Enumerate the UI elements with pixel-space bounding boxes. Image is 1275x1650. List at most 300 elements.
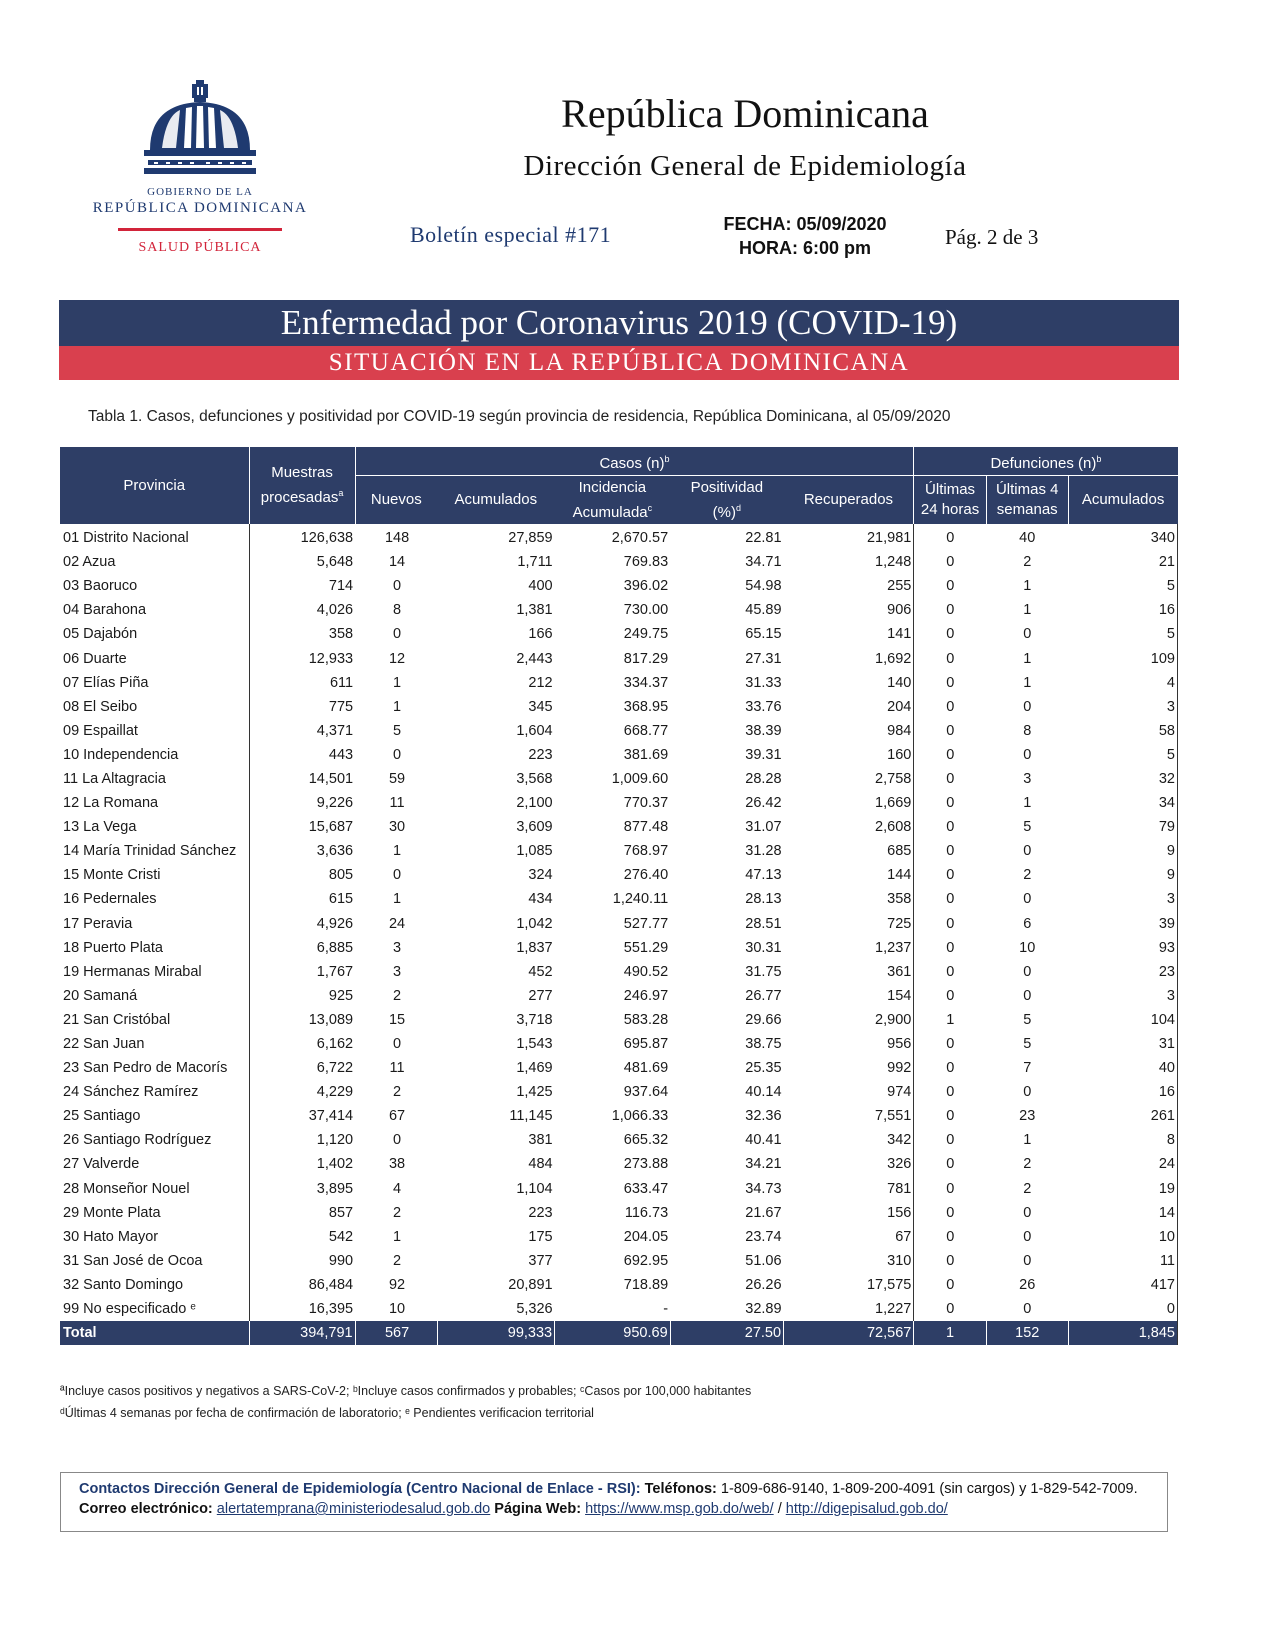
cell-provincia: 31 San José de Ocoa <box>63 1252 203 1269</box>
total-incidencia: 950.69 <box>555 1321 671 1345</box>
cell-provincia: 18 Puerto Plata <box>63 939 163 956</box>
cell-recuperados: 7,551 <box>875 1108 912 1125</box>
cell-positividad: 31.75 <box>745 963 782 980</box>
cell-def-4-semanas: 1 <box>1023 674 1032 691</box>
cell-def-4-semanas: 1 <box>1023 602 1032 619</box>
cell-def-acumulados: 32 <box>1068 767 1177 791</box>
header-positividad-text: (%) <box>712 503 736 521</box>
cell-def-4-semanas: 0 <box>1023 1204 1032 1221</box>
cell-positividad: 39.31 <box>745 746 782 763</box>
cell-muestras: 443 <box>249 743 355 767</box>
cell-incidencia: 1,066.33 <box>611 1108 669 1125</box>
cell-def-acumulados: 5 <box>1068 622 1177 646</box>
cell-recuperados: 204 <box>887 698 912 715</box>
cell-nuevos: 1 <box>393 843 402 860</box>
cell-def-4-semanas: 10 <box>1019 939 1036 956</box>
cell-muestras: 126,638 <box>249 524 355 550</box>
cell-recuperados: 906 <box>887 602 912 619</box>
header-positividad-line1: Positividad <box>690 478 764 496</box>
cell-muestras: 12,933 <box>249 646 355 670</box>
table-row <box>60 984 1178 1008</box>
cell-recuperados: 156 <box>887 1204 912 1221</box>
cell-muestras: 13,089 <box>249 1008 355 1032</box>
cell-recuperados: 310 <box>887 1252 912 1269</box>
page-number: Pág. 2 de 3 <box>945 225 1039 249</box>
cell-incidencia: 633.47 <box>623 1180 669 1197</box>
header-positividad-sup: d <box>736 502 742 513</box>
cell-def-24h: 0 <box>914 1128 986 1152</box>
cell-def-4-semanas: 3 <box>1023 770 1032 787</box>
table-row <box>60 1032 1178 1056</box>
cell-nuevos: 92 <box>388 1276 406 1293</box>
cell-def-24h: 0 <box>914 646 986 670</box>
cell-def-acumulados: 3 <box>1068 984 1177 1008</box>
cell-incidencia: 490.52 <box>623 963 669 980</box>
cell-recuperados: 141 <box>887 626 912 643</box>
cell-muestras: 6,722 <box>249 1056 355 1080</box>
contact-org: Contactos Dirección General de Epidemiología (Centro Nacional de Enlace - RSI): <box>79 1481 641 1497</box>
cell-def-acumulados: 3 <box>1068 695 1177 719</box>
table-row <box>60 1225 1178 1249</box>
cell-def-24h: 0 <box>914 839 986 863</box>
cell-nuevos: 1 <box>393 698 402 715</box>
cell-nuevos: 14 <box>388 554 406 571</box>
cell-recuperados: 1,692 <box>875 650 912 667</box>
cell-nuevos: 0 <box>393 1036 402 1053</box>
total-positividad: 27.50 <box>670 1321 783 1345</box>
header-defunciones-sup: b <box>1096 453 1102 464</box>
cell-def-24h: 0 <box>914 1152 986 1176</box>
cell-incidencia: 204.05 <box>623 1228 669 1245</box>
cell-muestras: 86,484 <box>249 1273 355 1297</box>
cell-provincia: 29 Monte Plata <box>63 1204 161 1221</box>
cell-incidencia: 527.77 <box>623 915 669 932</box>
table-row <box>60 695 1178 719</box>
bulletin-number: Boletín especial #171 <box>410 222 612 247</box>
cell-provincia: 02 Azua <box>63 554 116 571</box>
cell-muestras: 990 <box>249 1249 355 1273</box>
cell-provincia: 03 Baoruco <box>63 578 138 595</box>
cell-def-acumulados: 417 <box>1068 1273 1177 1297</box>
cell-def-4-semanas: 1 <box>1023 1132 1032 1149</box>
cell-def-24h: 0 <box>914 598 986 622</box>
cell-nuevos: 4 <box>393 1180 402 1197</box>
cell-nuevos: 24 <box>388 915 406 932</box>
cell-incidencia: 249.75 <box>623 626 669 643</box>
cell-provincia: 10 Independencia <box>63 746 179 763</box>
country-title: República Dominicana <box>561 91 929 136</box>
cell-positividad: 40.14 <box>745 1084 782 1101</box>
contact-web-label: Página Web: <box>494 1501 582 1517</box>
cell-provincia: 22 San Juan <box>63 1036 145 1053</box>
contact-phones: 1-809-686-9140, 1-809-200-4091 (sin cargos) y 1-829-542-7009. <box>720 1481 1138 1497</box>
table-row <box>60 743 1178 767</box>
cell-muestras: 4,026 <box>249 598 355 622</box>
cell-acumulados: 434 <box>528 891 553 908</box>
table-row <box>60 767 1178 791</box>
cell-def-4-semanas: 0 <box>1023 1084 1032 1101</box>
cell-muestras: 1,120 <box>249 1128 355 1152</box>
cell-def-acumulados: 9 <box>1068 839 1177 863</box>
cell-def-4-semanas: 0 <box>1023 1301 1032 1318</box>
table-row <box>60 912 1178 936</box>
cell-muestras: 775 <box>249 695 355 719</box>
cell-acumulados: 3,609 <box>516 819 553 836</box>
cell-nuevos: 2 <box>393 987 402 1004</box>
cell-recuperados: 67 <box>895 1228 912 1245</box>
cell-def-acumulados: 11 <box>1068 1249 1177 1273</box>
cell-incidencia: 937.64 <box>623 1084 669 1101</box>
cell-muestras: 16,395 <box>249 1297 355 1321</box>
cell-positividad: 31.07 <box>745 819 782 836</box>
header-ult4-line2: semanas <box>996 501 1058 518</box>
cell-positividad: 38.39 <box>745 722 782 739</box>
cell-nuevos: 2 <box>393 1204 402 1221</box>
header-muestras-line1: Muestras <box>271 464 333 481</box>
cell-positividad: 28.51 <box>745 915 782 932</box>
table-row <box>60 1080 1178 1104</box>
cell-provincia: 26 Santiago Rodríguez <box>63 1132 212 1149</box>
header-incidencia-line2 <box>557 498 669 523</box>
total-acumulados: 99,333 <box>437 1321 555 1345</box>
cell-positividad: 29.66 <box>745 1011 782 1028</box>
cell-nuevos: 11 <box>389 795 405 812</box>
cell-recuperados: 956 <box>887 1036 912 1053</box>
cell-def-4-semanas: 0 <box>1023 987 1032 1004</box>
header-provincia: Provincia <box>60 447 249 524</box>
cell-positividad: 54.98 <box>745 578 782 595</box>
header-muestras-sup: a <box>338 488 344 498</box>
cell-provincia: 27 Valverde <box>63 1156 140 1173</box>
cell-incidencia: 817.29 <box>623 650 669 667</box>
cell-incidencia: 246.97 <box>623 987 669 1004</box>
banner-title: Enfermedad por Coronavirus 2019 (COVID-19) <box>59 300 1179 346</box>
cell-def-4-semanas: 5 <box>1023 1011 1032 1028</box>
cell-def-acumulados: 21 <box>1068 550 1177 574</box>
cell-def-4-semanas: 8 <box>1023 722 1032 739</box>
cell-def-24h: 0 <box>914 524 986 550</box>
cell-positividad: 27.31 <box>745 650 782 667</box>
logo-line-salud: SALUD PÚBLICA <box>138 240 262 255</box>
table-row <box>60 1008 1178 1032</box>
cell-def-acumulados: 104 <box>1068 1008 1177 1032</box>
cell-nuevos: 1 <box>393 1228 402 1245</box>
cell-def-4-semanas: 2 <box>1023 1156 1032 1173</box>
cell-incidencia: 551.29 <box>623 939 669 956</box>
cell-nuevos: 2 <box>393 1252 402 1269</box>
cell-acumulados: 11,145 <box>509 1108 553 1125</box>
total-provincia: Total <box>60 1321 249 1345</box>
cell-incidencia: 381.69 <box>623 746 669 763</box>
cell-def-acumulados: 93 <box>1068 936 1177 960</box>
cell-positividad: 40.41 <box>745 1132 782 1149</box>
cell-def-4-semanas: 0 <box>1023 1228 1032 1245</box>
cell-acumulados: 1,837 <box>516 939 553 956</box>
logo-line-republica: REPÚBLICA DOMINICANA <box>92 200 308 216</box>
header-muestras-text: procesadas <box>260 489 339 506</box>
table-caption: Tabla 1. Casos, defunciones y positividad por COVID-19 según provincia de residencia, República Dominicana, al 05/09/2020 <box>88 408 951 425</box>
cell-incidencia: 1,240.11 <box>612 891 669 908</box>
header-ult4-line1: Últimas 4 <box>995 481 1059 498</box>
cell-recuperados: 1,248 <box>875 554 912 571</box>
cell-positividad: 34.21 <box>745 1156 782 1173</box>
table-row <box>60 960 1178 984</box>
cell-positividad: 31.28 <box>745 843 782 860</box>
contact-email-link[interactable]: alertatemprana@ministeriodesalud.gob.do <box>216 1501 491 1517</box>
contact-phones-label: Teléfonos: <box>644 1481 717 1497</box>
cell-muestras: 1,402 <box>249 1152 355 1176</box>
cell-def-24h: 0 <box>914 1297 986 1321</box>
table-row <box>60 550 1178 574</box>
cell-def-24h: 0 <box>914 887 986 911</box>
ministry-logo <box>80 80 320 270</box>
cell-recuperados: 2,758 <box>875 770 912 787</box>
cell-def-24h: 0 <box>914 1249 986 1273</box>
cell-incidencia: 665.32 <box>623 1132 669 1149</box>
cell-positividad: 34.71 <box>745 554 782 571</box>
table-row <box>60 646 1178 670</box>
total-recuperados: 72,567 <box>784 1321 914 1345</box>
cell-provincia: 09 Espaillat <box>63 722 138 739</box>
table-row <box>60 863 1178 887</box>
cell-incidencia: 273.88 <box>623 1156 669 1173</box>
cell-def-4-semanas: 5 <box>1023 819 1032 836</box>
total-def-4-semanas: 152 <box>986 1321 1068 1345</box>
cell-def-4-semanas: 40 <box>1019 530 1036 547</box>
cell-recuperados: 160 <box>887 746 912 763</box>
cell-recuperados: 992 <box>887 1060 912 1077</box>
header-ultimas-4-semanas <box>986 476 1068 525</box>
cell-incidencia: 718.89 <box>623 1276 669 1293</box>
header-incidencia-line1: Incidencia <box>578 478 647 496</box>
cell-muestras: 5,648 <box>249 550 355 574</box>
total-def-24h: 1 <box>914 1321 986 1345</box>
cell-acumulados: 1,085 <box>516 843 553 860</box>
footnote-line2: ᵈÚltimas 4 semanas por fecha de confirmación de laboratorio; ᵉ Pendientes verificacion territorial <box>60 1406 594 1420</box>
cell-nuevos: 59 <box>388 770 406 787</box>
report-date: FECHA: 05/09/2020 <box>723 214 887 234</box>
cell-def-acumulados: 79 <box>1068 815 1177 839</box>
total-def-acumulados: 1,845 <box>1068 1321 1177 1345</box>
cell-def-4-semanas: 5 <box>1023 1036 1032 1053</box>
cell-acumulados: 5,326 <box>516 1301 553 1318</box>
cell-provincia: 04 Barahona <box>63 602 147 619</box>
cell-positividad: 47.13 <box>745 867 782 884</box>
header-def-acumulados: Acumulados <box>1068 476 1177 525</box>
cell-recuperados: 326 <box>887 1156 912 1173</box>
cell-muestras: 1,767 <box>249 960 355 984</box>
cell-positividad: 21.67 <box>745 1204 782 1221</box>
cell-incidencia: 768.97 <box>623 843 669 860</box>
cell-muestras: 14,501 <box>249 767 355 791</box>
header-casos-group <box>355 447 914 476</box>
cell-muestras: 714 <box>249 574 355 598</box>
cell-acumulados: 377 <box>528 1252 553 1269</box>
banner-subtitle: SITUACIÓN EN LA REPÚBLICA DOMINICANA <box>59 346 1179 380</box>
cell-positividad: 25.35 <box>745 1060 782 1077</box>
table-total-row <box>60 1321 1178 1345</box>
cell-acumulados: 27,859 <box>508 530 553 547</box>
cell-def-acumulados: 16 <box>1068 1080 1177 1104</box>
table-row <box>60 1056 1178 1080</box>
contact-link-separator: / <box>777 1501 782 1517</box>
cell-def-4-semanas: 1 <box>1023 795 1032 812</box>
cell-positividad: 23.74 <box>745 1228 782 1245</box>
table-row <box>60 671 1178 695</box>
header-muestras <box>249 447 355 524</box>
cell-def-24h: 0 <box>914 671 986 695</box>
agency-title: Dirección General de Epidemiología <box>523 150 967 182</box>
cell-recuperados: 21,981 <box>866 530 912 547</box>
cell-def-24h: 0 <box>914 574 986 598</box>
cell-acumulados: 1,604 <box>516 722 553 739</box>
cell-def-4-semanas: 2 <box>1023 554 1032 571</box>
cell-def-acumulados: 8 <box>1068 1128 1177 1152</box>
cell-provincia: 20 Samaná <box>63 987 138 1004</box>
cell-provincia: 99 No especificado ᵉ <box>63 1301 196 1318</box>
cell-def-24h: 0 <box>914 960 986 984</box>
cell-incidencia: - <box>663 1301 669 1318</box>
header-incidencia-text: Acumulada <box>572 503 648 521</box>
cell-def-acumulados: 16 <box>1068 598 1177 622</box>
cell-acumulados: 1,543 <box>516 1036 553 1053</box>
cell-recuperados: 342 <box>887 1132 912 1149</box>
cell-muestras: 542 <box>249 1225 355 1249</box>
cell-acumulados: 166 <box>528 626 553 643</box>
cell-incidencia: 2,670.57 <box>611 530 669 547</box>
cell-acumulados: 212 <box>528 674 553 691</box>
cell-positividad: 32.89 <box>745 1301 782 1318</box>
cell-recuperados: 140 <box>887 674 912 691</box>
cell-recuperados: 781 <box>887 1180 912 1197</box>
cell-def-24h: 0 <box>914 1177 986 1201</box>
cell-positividad: 26.77 <box>745 987 782 1004</box>
cell-muestras: 15,687 <box>249 815 355 839</box>
cell-provincia: 30 Hato Mayor <box>63 1228 159 1245</box>
cell-incidencia: 583.28 <box>623 1011 669 1028</box>
cell-incidencia: 481.69 <box>623 1060 669 1077</box>
footnotes <box>60 1380 751 1424</box>
header-incidencia-sup: c <box>647 502 653 513</box>
cell-provincia: 21 San Cristóbal <box>63 1011 171 1028</box>
cell-def-4-semanas: 0 <box>1023 746 1032 763</box>
cell-nuevos: 1 <box>393 674 402 691</box>
cell-acumulados: 381 <box>528 1132 553 1149</box>
cell-recuperados: 17,575 <box>866 1276 912 1293</box>
cell-incidencia: 770.37 <box>623 795 669 812</box>
cell-def-24h: 0 <box>914 767 986 791</box>
cell-nuevos: 15 <box>388 1011 406 1028</box>
cell-incidencia: 692.95 <box>623 1252 669 1269</box>
cell-def-acumulados: 3 <box>1068 887 1177 911</box>
contact-box <box>60 1472 1168 1532</box>
cell-def-acumulados: 23 <box>1068 960 1177 984</box>
cell-recuperados: 725 <box>887 915 912 932</box>
cell-acumulados: 1,104 <box>516 1180 553 1197</box>
header-casos-sup: b <box>664 453 670 464</box>
cell-def-acumulados: 9 <box>1068 863 1177 887</box>
cell-def-24h: 0 <box>914 743 986 767</box>
cell-muestras: 857 <box>249 1201 355 1225</box>
cell-muestras: 37,414 <box>249 1104 355 1128</box>
cell-acumulados: 223 <box>528 746 553 763</box>
cell-def-4-semanas: 0 <box>1023 963 1032 980</box>
cell-positividad: 26.26 <box>745 1276 782 1293</box>
cell-def-4-semanas: 26 <box>1019 1276 1036 1293</box>
cell-acumulados: 3,718 <box>516 1011 553 1028</box>
cell-def-acumulados: 5 <box>1068 574 1177 598</box>
table-body <box>60 524 1178 1345</box>
cell-def-acumulados: 340 <box>1068 524 1177 550</box>
cell-nuevos: 38 <box>388 1156 406 1173</box>
table-row <box>60 936 1178 960</box>
cell-incidencia: 368.95 <box>623 698 669 715</box>
cell-def-24h: 0 <box>914 984 986 1008</box>
total-nuevos: 567 <box>355 1321 437 1345</box>
cell-provincia: 12 La Romana <box>63 795 159 812</box>
contact-web-link-digepi[interactable]: http://digepisalud.gob.do/ <box>785 1501 948 1517</box>
logo-line-gobierno: GOBIERNO DE LA <box>147 186 253 198</box>
table-row <box>60 815 1178 839</box>
cell-nuevos: 8 <box>393 602 402 619</box>
cell-def-acumulados: 0 <box>1068 1297 1177 1321</box>
table-row <box>60 1249 1178 1273</box>
cell-provincia: 28 Monseñor Nouel <box>63 1180 190 1197</box>
cell-recuperados: 974 <box>887 1084 912 1101</box>
cell-nuevos: 0 <box>393 867 402 884</box>
cell-provincia: 16 Pedernales <box>63 891 157 908</box>
cell-muestras: 4,229 <box>249 1080 355 1104</box>
cell-provincia: 23 San Pedro de Macorís <box>63 1060 228 1077</box>
table-row <box>60 1177 1178 1201</box>
cell-positividad: 51.06 <box>745 1252 782 1269</box>
cell-def-4-semanas: 7 <box>1023 1060 1032 1077</box>
cell-positividad: 45.89 <box>745 602 782 619</box>
cell-acumulados: 1,711 <box>517 554 553 571</box>
cell-muestras: 925 <box>249 984 355 1008</box>
cell-provincia: 01 Distrito Nacional <box>63 530 189 547</box>
footnote-line1: ªIncluye casos positivos y negativos a SARS-CoV-2; ᵇIncluye casos confirmados y probables; ᶜCasos por 100,000 habitantes <box>60 1384 752 1398</box>
cell-muestras: 3,636 <box>249 839 355 863</box>
cell-recuperados: 1,237 <box>875 939 912 956</box>
cell-positividad: 33.76 <box>745 698 782 715</box>
cell-provincia: 07 Elías Piña <box>63 674 149 691</box>
cell-nuevos: 0 <box>393 1132 402 1149</box>
total-muestras: 394,791 <box>249 1321 355 1345</box>
cell-provincia: 14 María Trinidad Sánchez <box>63 843 237 860</box>
table-row <box>60 1152 1178 1176</box>
cell-nuevos: 5 <box>393 722 402 739</box>
cell-def-acumulados: 5 <box>1068 743 1177 767</box>
table-row <box>60 1128 1178 1152</box>
header-casos-text: Casos (n) <box>599 454 665 472</box>
header-recuperados: Recuperados <box>784 476 914 525</box>
header-muestras-line2 <box>252 483 353 508</box>
table-row <box>60 1297 1178 1321</box>
cell-provincia: 25 Santiago <box>63 1108 141 1125</box>
cell-def-24h: 0 <box>914 1104 986 1128</box>
cell-nuevos: 30 <box>388 819 406 836</box>
table-row <box>60 524 1178 550</box>
cell-def-24h: 0 <box>914 912 986 936</box>
contact-web-link-msp[interactable]: https://www.msp.gob.do/web/ <box>585 1501 774 1517</box>
cell-def-acumulados: 109 <box>1068 646 1177 670</box>
cell-acumulados: 3,568 <box>516 770 553 787</box>
cell-def-24h: 0 <box>914 622 986 646</box>
cell-def-acumulados: 4 <box>1068 671 1177 695</box>
cell-nuevos: 0 <box>393 578 402 595</box>
cell-positividad: 38.75 <box>745 1036 782 1053</box>
